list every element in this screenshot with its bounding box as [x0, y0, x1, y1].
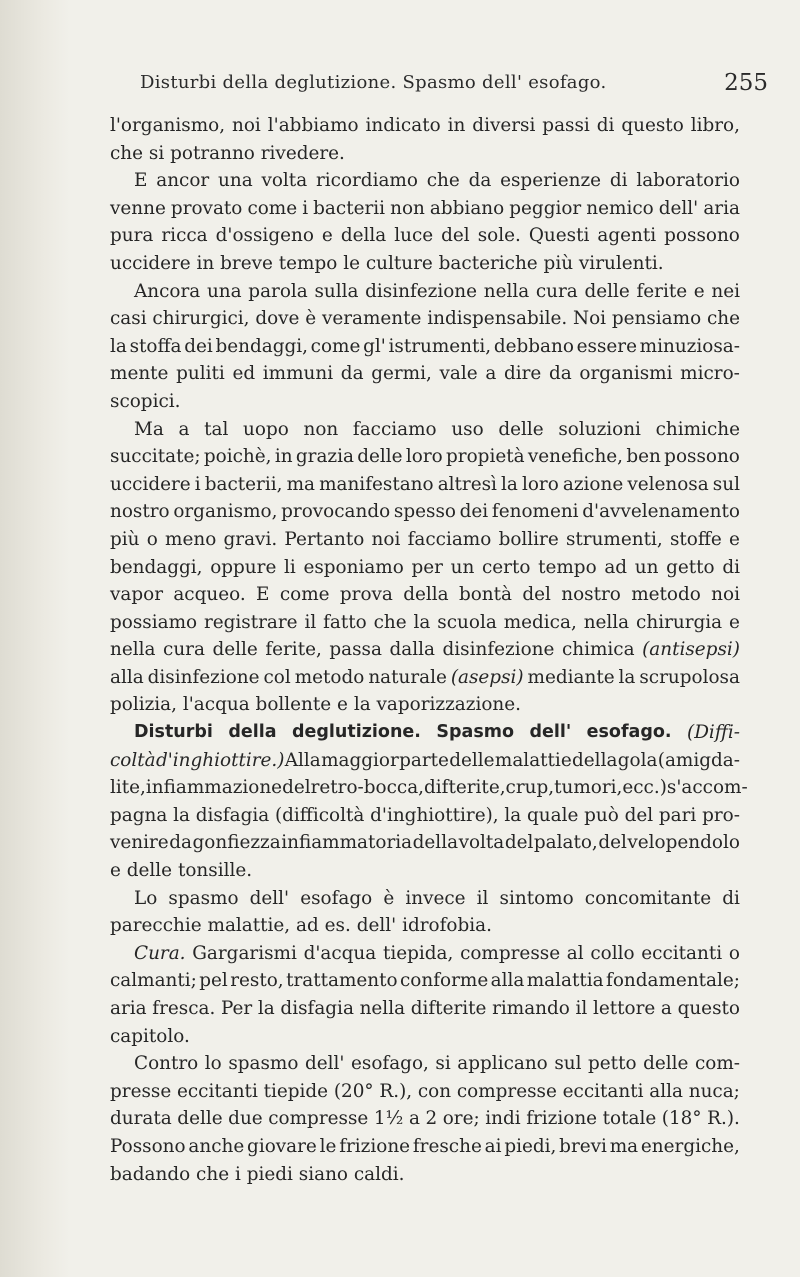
text-line: Disturbi della deglutizione. Spasmo dell' esofago. (Diffi- [134, 722, 740, 744]
text-line: più o meno gravi. Pertanto noi facciamo bollire strumenti, stoffe e [110, 528, 740, 550]
text-line: E ancor una volta ricordiamo che da esperienze di laboratorio [134, 170, 740, 192]
text-line: pura ricca d'ossigeno e della luce del sole. Questi agenti possono [110, 225, 740, 247]
text-line: nostro organismo, provocando spesso dei fenomeni d'avvelenamento [110, 501, 740, 523]
page-number: 255 [724, 70, 768, 96]
text-line: l'organismo, noi l'abbiamo indicato in diversi passi di questo libro, [110, 115, 740, 136]
text-line: Cura. Gargarismi d'acqua tiepida, compresse al collo eccitanti o [134, 942, 740, 964]
running-title: Disturbi della deglutizione. Spasmo dell' esofago. [140, 72, 607, 93]
text-line: uccidere in breve tempo le culture bacteriche più virulenti. [110, 252, 664, 274]
text-line: casi chirurgici, dove è veramente indispensabile. Noi pensiamo che [110, 308, 740, 330]
text-line: Contro lo spasmo dell' esofago, si applicano sul petto delle com- [134, 1053, 740, 1075]
text-line: durata delle due compresse 1½ a 2 ore; indi frizione totale (18° R.). [110, 1108, 740, 1130]
text-line: mente puliti ed immuni da germi, vale a dire da organismi micro- [110, 363, 740, 385]
text-line: Lo spasmo dell' esofago è invece il sintomo concomitante di [134, 887, 740, 909]
text-line: badando che i piedi siano caldi. [110, 1163, 405, 1185]
text-line: alla disinfezione col metodo naturale (asepsi) mediante la scrupolosa [110, 666, 740, 688]
text-line: pagna la disfagia (difficoltà d'inghiottire), la quale può del pari pro- [110, 804, 740, 826]
text-line: bendaggi, oppure li esponiamo per un certo tempo ad un getto di [110, 556, 740, 578]
text-line: possiamo registrare il fatto che la scuola medica, nella chirurgia e [110, 611, 740, 633]
text-line: coltà d'inghiottire.) Alla maggior parte delle malattie della gola (amigda- [110, 749, 740, 771]
page-header [140, 70, 768, 104]
text-line: la stoffa dei bendaggi, come gl' istrumenti, debbano essere minuziosa- [110, 335, 740, 357]
text-line: che si potranno rivedere. [110, 142, 345, 164]
text-line: nella cura delle ferite, passa dalla disinfezione chimica (antisepsi) [110, 639, 740, 661]
text-line: Ma a tal uopo non facciamo uso delle soluzioni chimiche [134, 418, 740, 440]
text-line: polizia, l'acqua bollente e la vaporizzazione. [110, 694, 521, 716]
body-text [110, 112, 748, 1188]
text-line: lite, infiammazione del retro-bocca, difterite, crup, tumori, ecc.) s'accom- [110, 777, 748, 799]
text-line: capitolo. [110, 1025, 190, 1047]
text-line: succitate; poichè, in grazia delle loro propietà venefiche, ben possono [110, 446, 740, 468]
text-line: venne provato come i bacterii non abbiano peggior nemico dell' aria [110, 197, 740, 219]
text-line: uccidere i bacterii, ma manifestano altresì la loro azione velenosa sul [110, 473, 740, 495]
text-line: Ancora una parola sulla disinfezione nella cura delle ferite e nei [134, 280, 740, 302]
text-line: venire da gonfiezza infiammatoria della volta del palato, del velopendolo [110, 832, 740, 854]
text-line: aria fresca. Per la disfagia nella difterite rimando il lettore a questo [110, 998, 740, 1019]
text-line: Possono anche giovare le frizione fresche ai piedi, brevi ma energiche, [110, 1135, 740, 1157]
text-line: scopici. [110, 390, 181, 412]
page-edge-shadow [0, 0, 70, 1277]
text-line: calmanti; pel resto, trattamento conforme alla malattia fondamentale; [110, 970, 740, 992]
text-line: vapor acqueo. E come prova della bontà del nostro metodo noi [110, 584, 740, 606]
text-line: parecchie malattie, ad es. dell' idrofobia. [110, 915, 492, 937]
text-line: presse eccitanti tiepide (20° R.), con compresse eccitanti alla nuca; [110, 1080, 740, 1102]
text-line: e delle tonsille. [110, 860, 253, 882]
